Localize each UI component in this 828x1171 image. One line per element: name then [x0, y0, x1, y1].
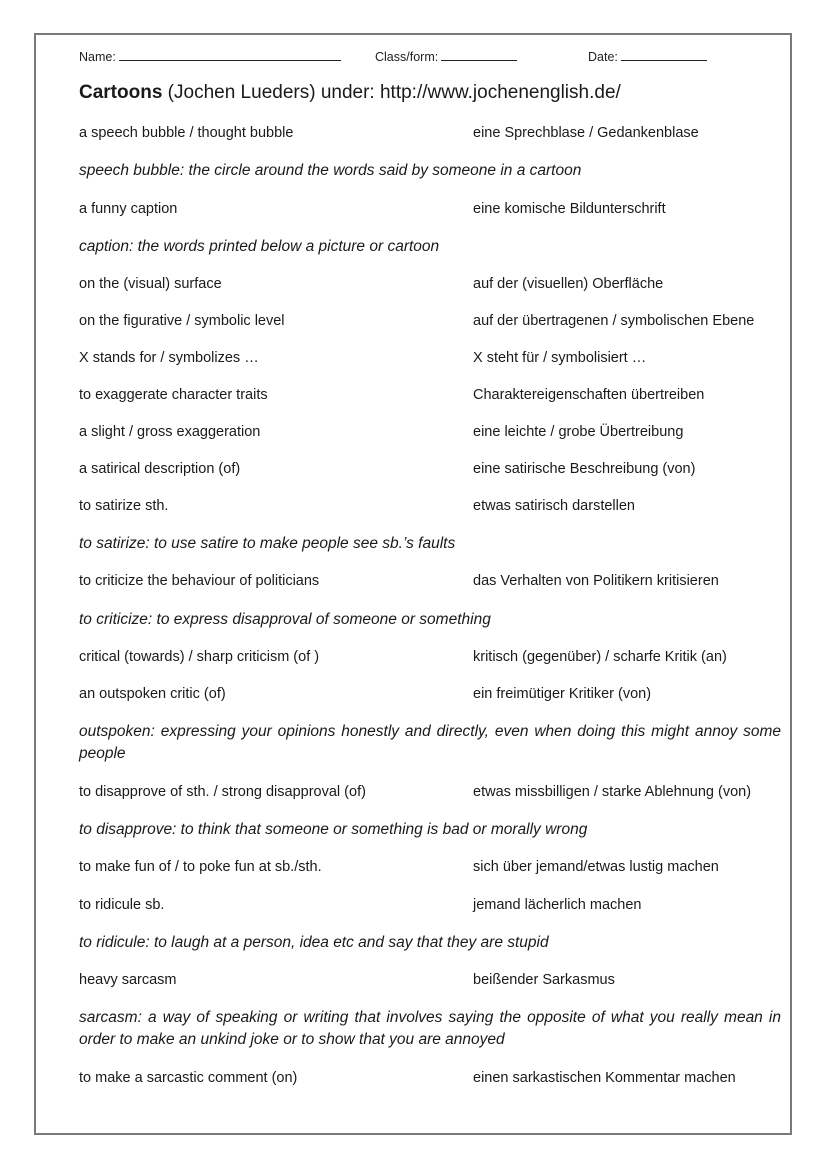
definition: outspoken: expressing your opinions honestly and directly, even when doing this might annoy some people	[79, 723, 781, 762]
vocab-en: to make a sarcastic comment (on)	[79, 1070, 298, 1086]
definition: to ridicule: to laugh at a person, idea etc and say that they are stupid	[79, 934, 549, 951]
vocab-en: to exaggerate character traits	[79, 387, 268, 403]
vocab-en: to make fun of / to poke fun at sb./sth.	[79, 859, 322, 875]
definition: caption: the words printed below a picture or cartoon	[79, 238, 440, 255]
class-label: Class/form:	[375, 50, 439, 64]
vocab-en: to criticize the behaviour of politicians	[79, 573, 320, 589]
name-label: Name:	[79, 50, 116, 64]
definition: to criticize: to express disapproval of someone or something	[79, 611, 491, 628]
vocab-en: to ridicule sb.	[79, 897, 165, 913]
vocab-de: etwas satirisch darstellen	[473, 498, 635, 514]
vocab-de: eine satirische Beschreibung (von)	[473, 461, 696, 477]
vocab-en: a funny caption	[79, 201, 178, 217]
vocab-en: on the (visual) surface	[79, 276, 222, 292]
definition: sarcasm: a way of speaking or writing that involves saying the opposite of what you really mean in order to make an unkind joke or to show that you are annoyed	[79, 1009, 781, 1048]
vocab-de: auf der (visuellen) Oberfläche	[473, 276, 664, 292]
vocab-de: auf der übertragenen / symbolischen Ebene	[473, 313, 755, 329]
name-field	[79, 50, 341, 64]
vocab-de: sich über jemand/etwas lustig machen	[473, 859, 719, 875]
definition: to disapprove: to think that someone or something is bad or morally wrong	[79, 821, 588, 838]
class-field	[375, 50, 517, 64]
definition: to satirize: to use satire to make people see sb.’s faults	[79, 535, 456, 552]
vocab-en: a speech bubble / thought bubble	[79, 125, 294, 141]
vocab-de: beißender Sarkasmus	[473, 972, 615, 988]
vocab-de: eine komische Bildunterschrift	[473, 201, 666, 217]
vocab-en: X stands for / symbolizes …	[79, 350, 259, 366]
vocab-en: a satirical description (of)	[79, 461, 241, 477]
class-blank	[441, 50, 517, 61]
vocab-de: eine Sprechblase / Gedankenblase	[473, 125, 699, 141]
vocab-de: X steht für / symbolisiert …	[473, 350, 647, 366]
vocab-en: heavy sarcasm	[79, 972, 177, 988]
vocab-de: etwas missbilligen / starke Ablehnung (von)	[473, 784, 752, 800]
vocab-de: ein freimütiger Kritiker (von)	[473, 686, 652, 702]
vocab-en: to disapprove of sth. / strong disapproval (of)	[79, 784, 366, 800]
name-blank	[119, 50, 341, 61]
vocab-de: Charaktereigenschaften übertreiben	[473, 387, 705, 403]
page-title	[79, 82, 621, 104]
vocab-de: kritisch (gegenüber) / scharfe Kritik (an)	[473, 649, 727, 665]
vocab-de: eine leichte / grobe Übertreibung	[473, 424, 684, 440]
vocab-en: a slight / gross exaggeration	[79, 424, 261, 440]
vocab-en: to satirize sth.	[79, 498, 169, 514]
date-blank	[621, 50, 707, 61]
title-bold: Cartoons	[79, 82, 163, 103]
definition: speech bubble: the circle around the words said by someone in a cartoon	[79, 162, 582, 179]
vocab-en: an outspoken critic (of)	[79, 686, 226, 702]
vocab-en: on the figurative / symbolic level	[79, 313, 285, 329]
vocab-de: jemand lächerlich machen	[473, 897, 642, 913]
vocab-en: critical (towards) / sharp criticism (of )	[79, 649, 320, 665]
vocab-de: einen sarkastischen Kommentar machen	[473, 1070, 736, 1086]
date-field	[588, 50, 707, 64]
date-label: Date:	[588, 50, 618, 64]
title-rest: (Jochen Lueders) under: http://www.jochenenglish.de/	[162, 82, 621, 103]
vocab-de: das Verhalten von Politikern kritisieren	[473, 573, 719, 589]
